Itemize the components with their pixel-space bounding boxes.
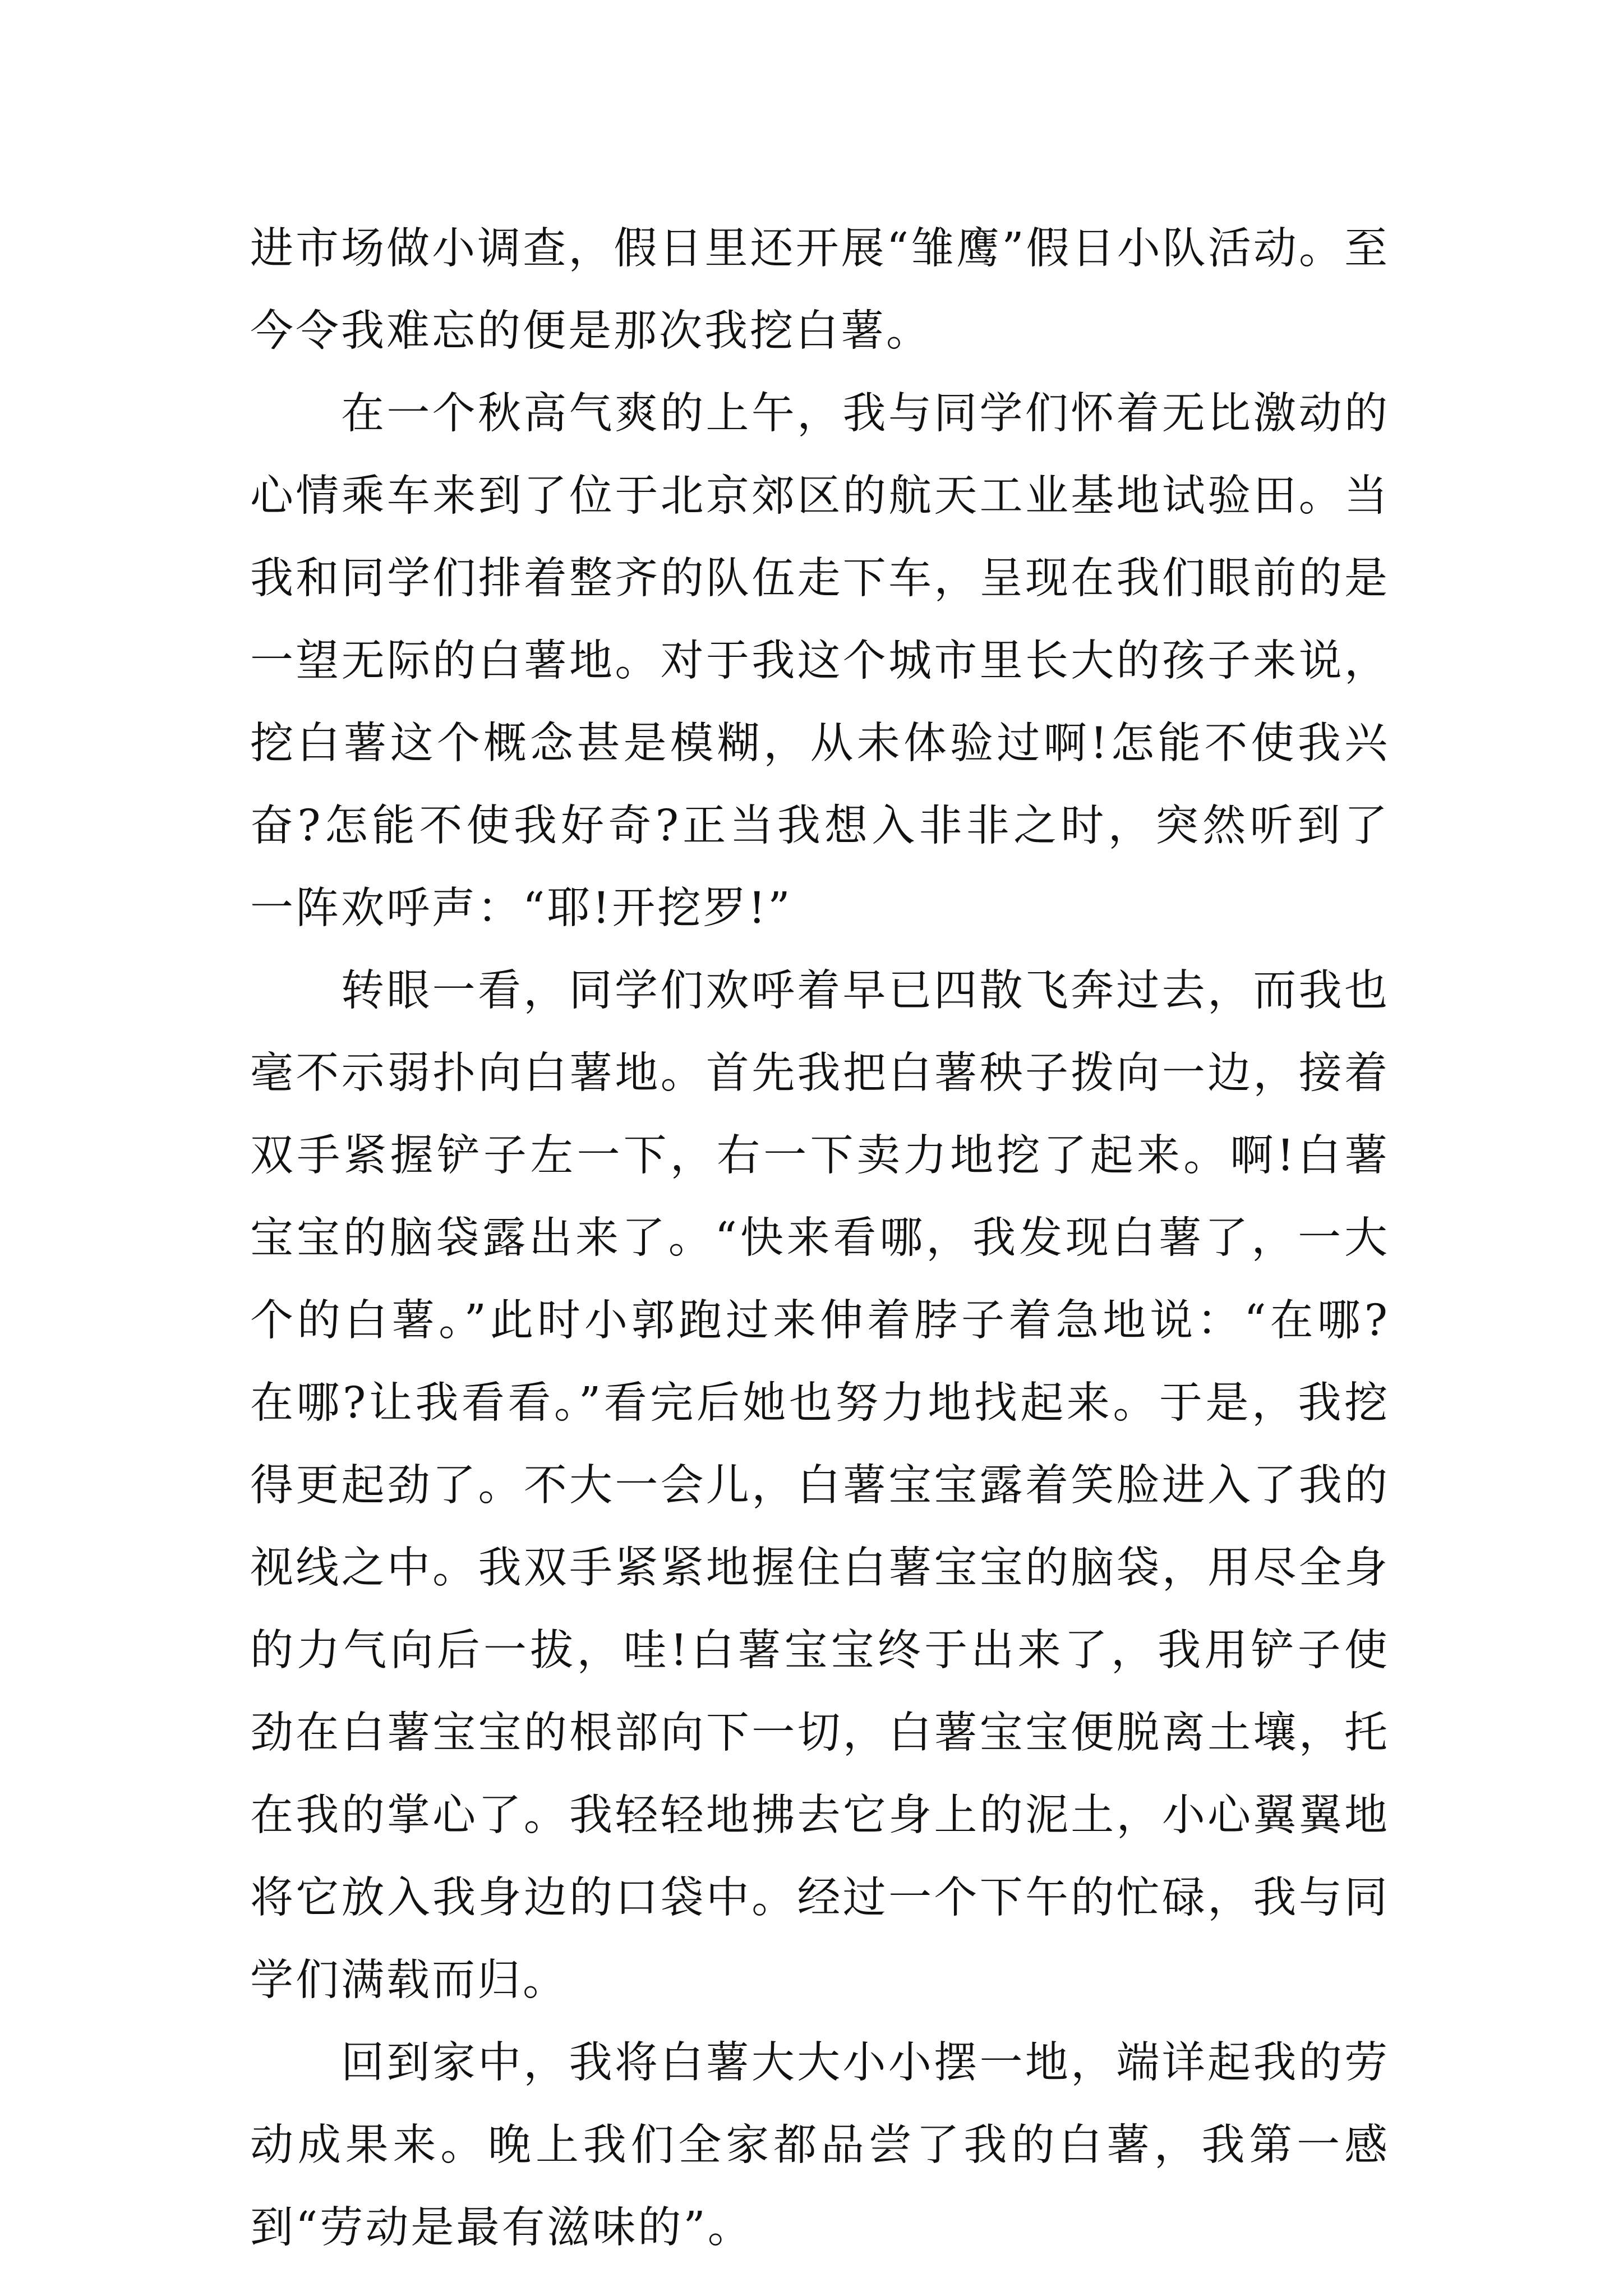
document-body: [250, 208, 1390, 2269]
paragraph-4: 回到家中，我将白薯大大小小摆一地，端详起我的劳动成果来。晚上我们全家都品尝了我的白薯，我第一感到“劳动是最有滋味的”。: [250, 2038, 1390, 2253]
paragraph-3: 转眼一看，同学们欢呼着早已四散飞奔过去，而我也毫不示弱扑向白薯地。首先我把白薯秧子拨向一边，接着双手紧握铲子左一下，右一下卖力地挖了起来。啊!白薯宝宝的脑袋露出来了。“快来看哪，我发现白薯了，一大个的白薯。”此时小郭跑过来伸着脖子着急地说：“在哪?在哪?让我看看。”看完后她也努力地找起来。于是，我挖得更起劲了。不大一会儿，白薯宝宝露着笑脸进入了我的视线之中。我双手紧紧地握住白薯宝宝的脑袋，用尽全身的力气向后一拔，哇!白薯宝宝终于出来了，我用铲子使劲在白薯宝宝的根部向下一切，白薯宝宝便脱离土壤，托在我的掌心了。我轻轻地拂去它身上的泥土，小心翼翼地将它放入我身边的口袋中。经过一个下午的忙碌，我与同学们满载而归。: [250, 966, 1390, 2005]
paragraph-2: 在一个秋高气爽的上午，我与同学们怀着无比激动的心情乘车来到了位于北京郊区的航天工业基地试验田。当我和同学们排着整齐的队伍走下车，呈现在我们眼前的是一望无际的白薯地。对于我这个城市里长大的孩子来说，挖白薯这个概念甚是模糊，从未体验过啊!怎能不使我兴奋?怎能不使我好奇?正当我想入非非之时，突然听到了一阵欢呼声：“耶!开挖罗!”: [250, 389, 1390, 933]
paragraph-1: 进市场做小调查，假日里还开展“雏鹰”假日小队活动。至今令我难忘的便是那次我挖白薯。: [250, 224, 1390, 356]
